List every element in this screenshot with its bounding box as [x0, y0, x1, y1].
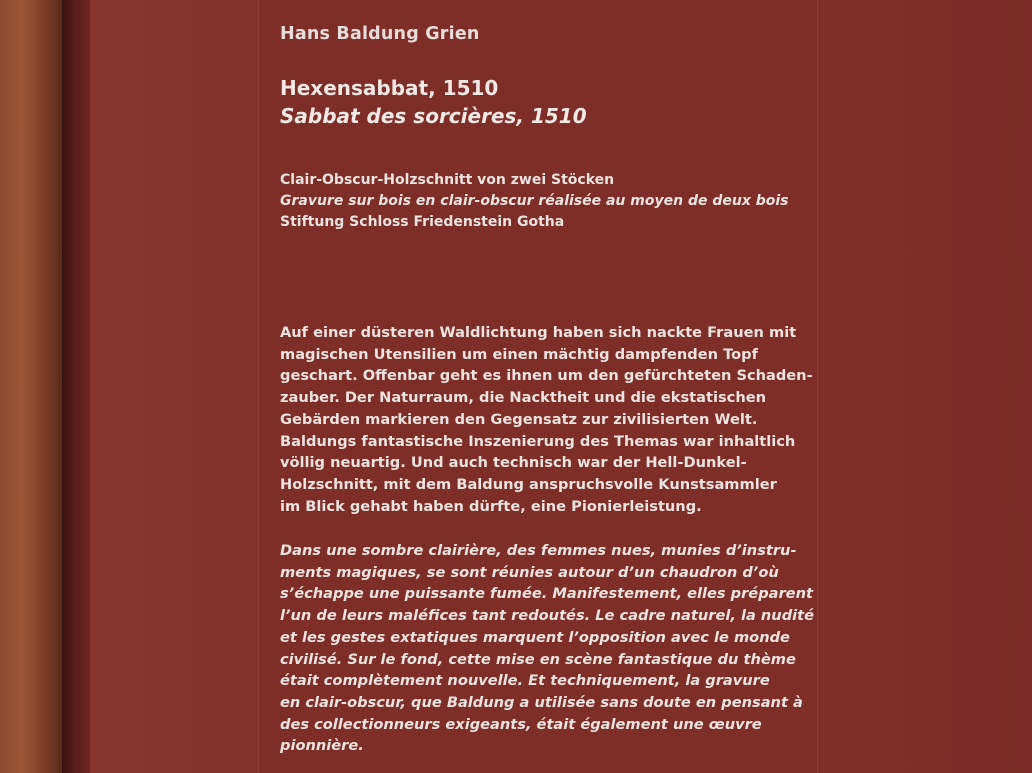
text-line: était complètement nouvelle. Et techniquement, la gravure — [280, 672, 770, 690]
text-line: Holzschnitt, mit dem Baldung anspruchsvolle Kunstsammler — [280, 475, 777, 493]
artist-name: Hans Baldung Grien — [280, 24, 480, 44]
description-german — [280, 322, 813, 517]
text-line: s’échappe une puissante fumée. Manifestement, elles préparent — [280, 585, 813, 603]
text-line: geschart. Offenbar geht es ihnen um den gefürchteten Schaden- — [280, 367, 813, 385]
text-line: civilisé. Sur le fond, cette mise en scène fantastique du thème — [280, 650, 796, 668]
frame-shadow — [62, 0, 90, 773]
credit-line: Stiftung Schloss Friedenstein Gotha — [280, 214, 565, 230]
artwork-metadata — [280, 170, 789, 233]
text-line: zauber. Der Naturraum, die Nacktheit und die ekstatischen — [280, 389, 767, 407]
text-line: im Blick gehabt haben dürfte, eine Pionierleistung. — [280, 497, 702, 515]
technique-french: Gravure sur bois en clair-obscur réalisée au moyen de deux bois — [280, 193, 789, 209]
text-line: Baldungs fantastische Inszenierung des Themas war inhaltlich — [280, 432, 796, 450]
title-french: Sabbat des sorcières, 1510 — [280, 104, 587, 128]
text-line: Auf einer düsteren Waldlichtung haben sich nackte Frauen mit — [280, 324, 797, 341]
picture-frame-edge — [0, 0, 62, 773]
text-line: Gebärden markieren den Gegensatz zur zivilisierten Welt. — [280, 410, 758, 428]
text-line: magischen Utensilien um einen mächtig dampfenden Topf — [280, 345, 758, 363]
text-line: Dans une sombre clairière, des femmes nues, munies d’instru- — [280, 542, 797, 559]
text-line: völlig neuartig. Und auch technisch war der Hell-Dunkel- — [280, 454, 747, 472]
text-line: des collectionneurs exigeants, était également une œuvre — [280, 715, 762, 733]
technique-german: Clair-Obscur-Holzschnitt von zwei Stöcken — [280, 172, 615, 188]
text-line: ments magiques, se sont réunies autour d’un chaudron d’où — [280, 563, 779, 581]
text-line: en clair-obscur, que Baldung a utilisée sans doute en pensant à — [280, 693, 803, 711]
text-line: et les gestes extatiques marquent l’opposition avec le monde — [280, 628, 790, 646]
text-line: l’un de leurs maléfices tant redoutés. Le cadre naturel, la nudité — [280, 607, 815, 625]
text-line: pionnière. — [280, 737, 364, 755]
title-german: Hexensabbat, 1510 — [280, 76, 499, 100]
description-french — [280, 540, 815, 757]
